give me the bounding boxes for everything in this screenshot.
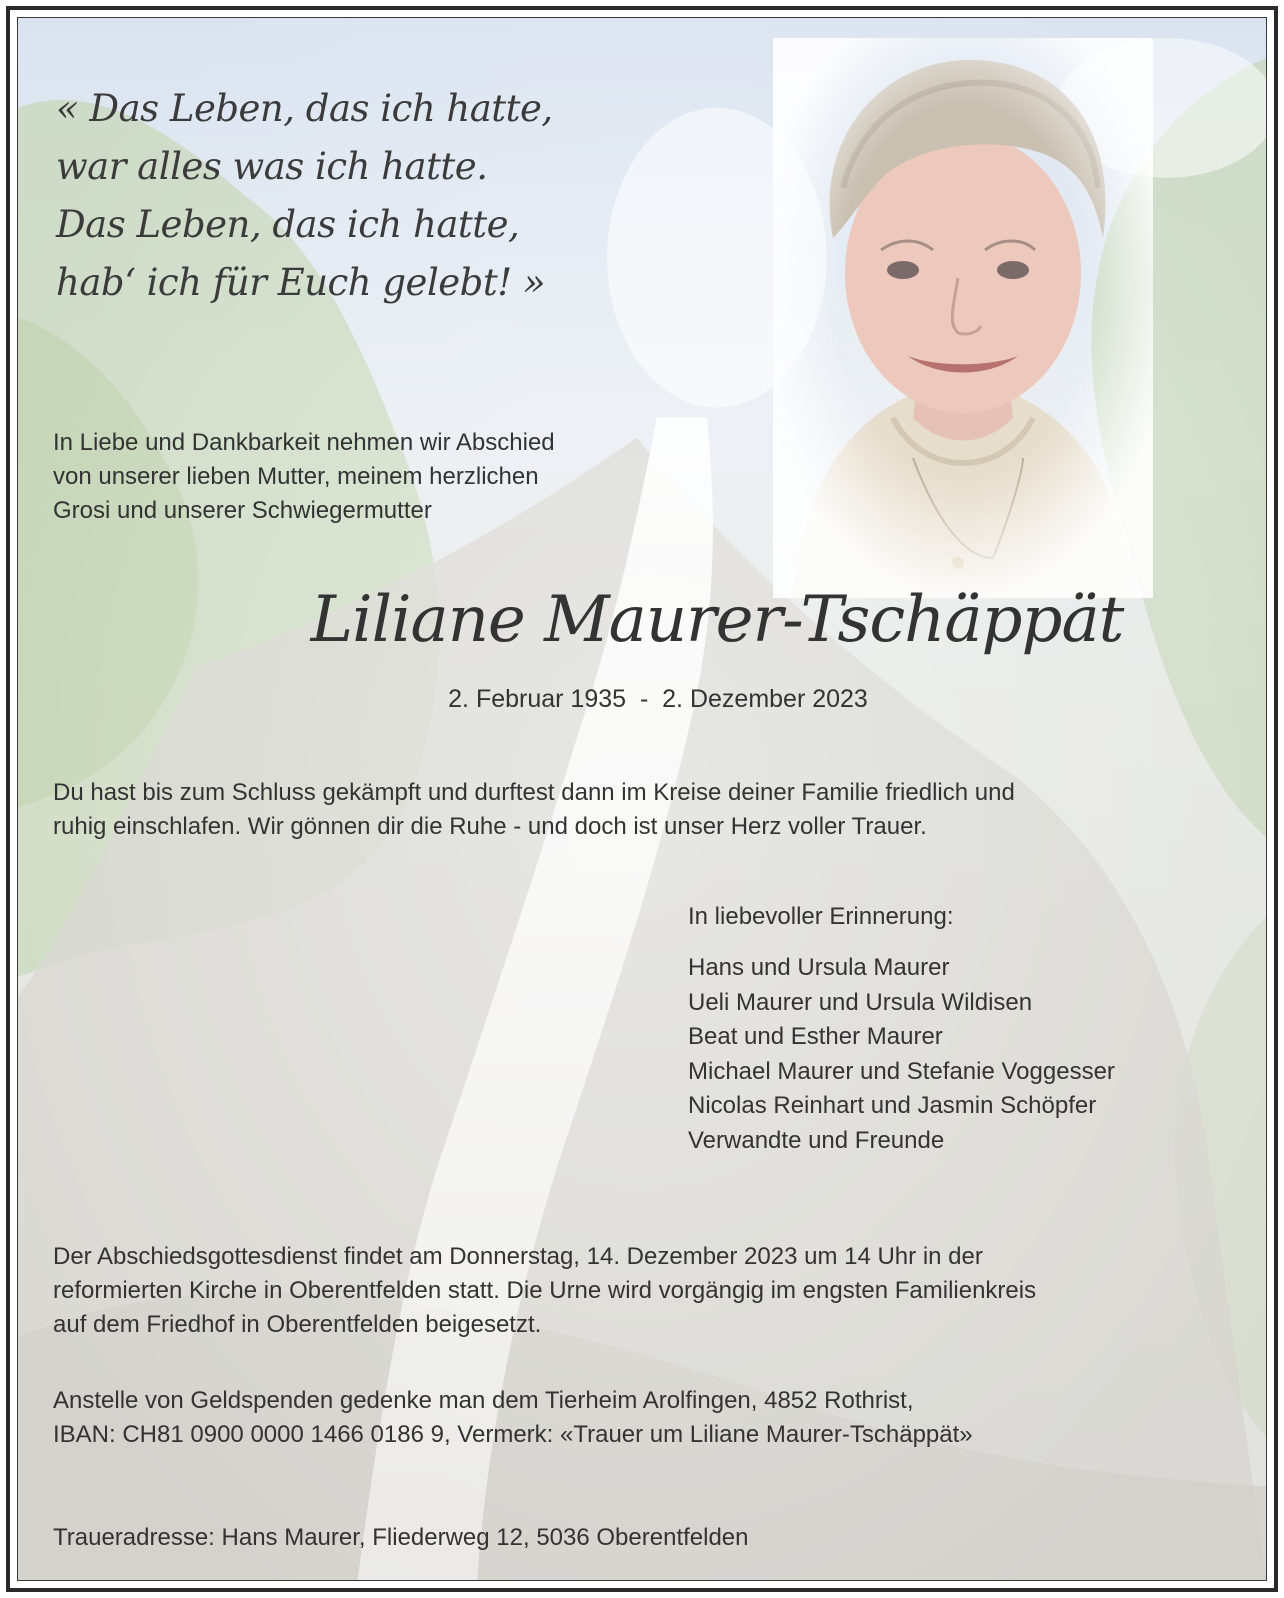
intro-line: von unserer lieben Mutter, meinem herzlichen	[53, 463, 539, 490]
mourner-name: Hans und Ursula Maurer	[688, 954, 950, 981]
portrait-photo	[773, 38, 1153, 598]
quote-line: Das Leben, das ich hatte,	[56, 203, 520, 246]
service-line: reformierten Kirche in Oberentfelden statt. Die Urne wird vorgängig im engsten Familienkreis	[53, 1277, 1037, 1304]
service-line: auf dem Friedhof in Oberentfelden beigesetzt.	[53, 1311, 542, 1338]
message-line: ruhig einschlafen. Wir gönnen dir die Ruhe - und doch ist unser Herz voller Trauer.	[53, 813, 927, 840]
message-line: Du hast bis zum Schluss gekämpft und durftest dann im Kreise deiner Familie friedlich und	[53, 779, 1015, 806]
donation-line: IBAN: CH81 0900 0000 1466 0186 9, Vermerk: «Trauer um Liliane Maurer-Tschäppät»	[53, 1421, 973, 1448]
intro-text	[53, 426, 555, 528]
quote	[56, 80, 553, 312]
mourners-list	[688, 900, 1115, 1158]
deceased-name: Liliane Maurer-Tschäppät	[310, 583, 1124, 657]
mourner-name: Verwandte und Freunde	[688, 1126, 945, 1154]
donation-notice	[53, 1384, 1243, 1452]
mourning-address: Traueradresse: Hans Maurer, Fliederweg 12, 5036 Oberentfelden	[53, 1524, 749, 1551]
inner-border	[17, 17, 1267, 1581]
quote-line: war alles was ich hatte.	[56, 145, 488, 188]
mourner-name: Beat und Esther Maurer	[688, 1023, 943, 1050]
life-dates: 2. Februar 1935 - 2. Dezember 2023	[448, 685, 868, 713]
donation-line: Anstelle von Geldspenden gedenke man dem Tierheim Arolfingen, 4852 Rothrist,	[53, 1387, 914, 1414]
intro-line: Grosi und unserer Schwiegermutter	[53, 497, 432, 524]
quote-line: hab‘ ich für Euch gelebt! »	[56, 261, 545, 304]
intro-line: In Liebe und Dankbarkeit nehmen wir Abschied	[53, 429, 555, 456]
mourner-name: Ueli Maurer und Ursula Wildisen	[688, 988, 1033, 1016]
service-line: Der Abschiedsgottesdienst findet am Donnerstag, 14. Dezember 2023 um 14 Uhr in der	[53, 1243, 983, 1270]
farewell-message	[53, 776, 1233, 844]
mourner-name: Michael Maurer und Stefanie Voggesser	[688, 1057, 1115, 1085]
quote-line: « Das Leben, das ich hatte,	[56, 87, 553, 130]
service-details	[53, 1240, 1243, 1342]
mourner-name: Nicolas Reinhart und Jasmin Schöpfer	[688, 1092, 1097, 1119]
mourners-heading: In liebevoller Erinnerung:	[688, 903, 954, 930]
